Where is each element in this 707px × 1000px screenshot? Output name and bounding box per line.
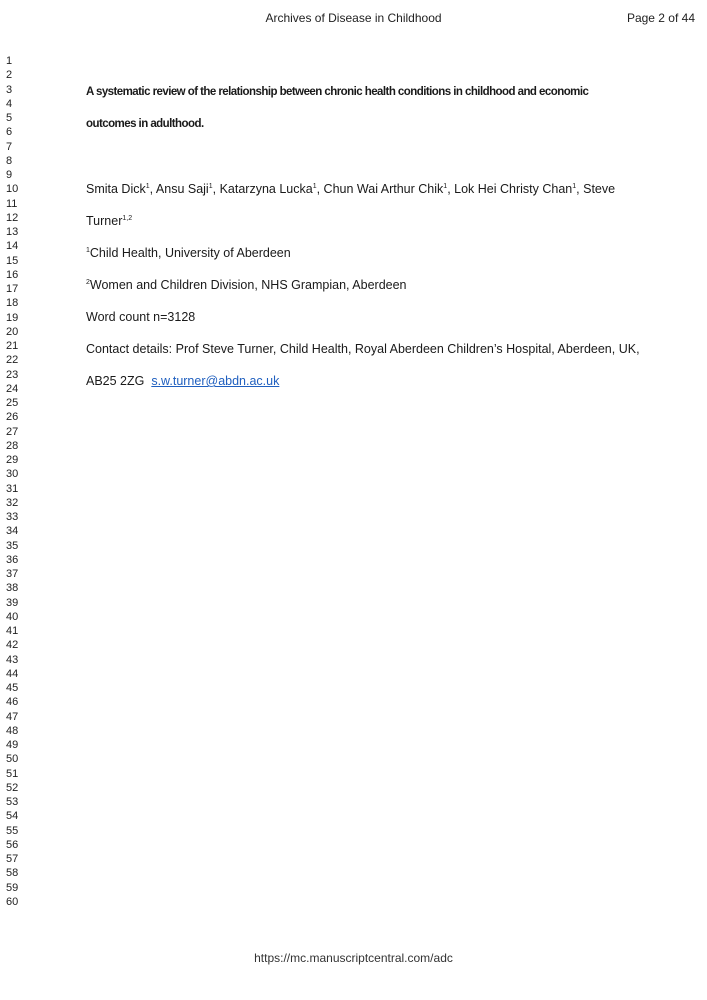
line-number: 21 bbox=[6, 340, 19, 352]
author-list-continued bbox=[86, 214, 666, 228]
line-number: 11 bbox=[6, 197, 18, 210]
affiliation-marker: 1 bbox=[208, 183, 213, 190]
line-number: 53 bbox=[6, 796, 19, 808]
line-number: 33 bbox=[6, 511, 19, 523]
line-number: 1 bbox=[6, 55, 13, 67]
line-number: 6 bbox=[6, 126, 13, 139]
author-list bbox=[86, 182, 666, 196]
line-number: 9 bbox=[6, 169, 13, 181]
affiliation-number: 1 bbox=[86, 247, 90, 254]
line-number: 29 bbox=[6, 454, 19, 466]
line-number: 36 bbox=[6, 553, 19, 566]
affiliation-text: Women and Children Division, NHS Grampian, Aberdeen bbox=[89, 278, 407, 292]
contact-details-continued bbox=[86, 374, 666, 388]
line-number: 28 bbox=[6, 439, 19, 452]
affiliation-marker: 1 bbox=[572, 183, 577, 190]
contact-details: Contact details: Prof Steve Turner, Child Health, Royal Aberdeen Children’s Hospital, Aberdeen, UK, bbox=[86, 342, 640, 356]
line-number: 38 bbox=[6, 582, 19, 595]
line-number: 26 bbox=[6, 411, 19, 424]
affiliation-marker: 1,2 bbox=[122, 215, 133, 222]
word-count: Word count n=3128 bbox=[86, 310, 196, 324]
line-number: 48 bbox=[6, 724, 19, 737]
line-number: 39 bbox=[6, 596, 19, 609]
line-number: 47 bbox=[6, 710, 19, 723]
line-number: 56 bbox=[6, 838, 19, 851]
author-separator: , bbox=[447, 182, 455, 196]
line-number: 8 bbox=[6, 154, 13, 167]
line-number: 34 bbox=[6, 525, 19, 538]
line-number: 43 bbox=[6, 653, 19, 666]
line-number: 60 bbox=[6, 895, 19, 908]
line-number: 17 bbox=[6, 283, 19, 295]
line-number: 49 bbox=[6, 739, 19, 751]
affiliation-marker: 1 bbox=[312, 183, 317, 190]
affiliation-1 bbox=[86, 246, 666, 260]
author-name: Chun Wai Arthur Chik bbox=[323, 182, 444, 196]
line-number: 12 bbox=[6, 211, 19, 224]
line-number: 3 bbox=[6, 83, 13, 96]
author-name: Turner bbox=[86, 214, 123, 228]
line-number: 31 bbox=[6, 482, 19, 495]
line-number: 58 bbox=[6, 867, 19, 880]
page-number: Page 2 of 44 bbox=[626, 11, 695, 25]
affiliation-marker: 1 bbox=[443, 183, 448, 190]
affiliation-2 bbox=[86, 278, 666, 292]
author-separator: , bbox=[576, 182, 584, 196]
footer-url[interactable]: https://mc.manuscriptcentral.com/adc bbox=[254, 951, 453, 965]
line-number: 24 bbox=[6, 382, 19, 395]
line-number: 22 bbox=[6, 354, 19, 367]
line-number: 23 bbox=[6, 368, 19, 381]
line-number: 59 bbox=[6, 881, 19, 894]
line-number: 4 bbox=[6, 97, 13, 110]
line-number: 57 bbox=[6, 853, 19, 865]
line-number: 32 bbox=[6, 496, 19, 509]
affiliation-marker: 1 bbox=[145, 183, 150, 190]
email-link[interactable]: s.w.turner@abdn.ac.uk bbox=[151, 374, 280, 388]
line-number: 10 bbox=[6, 183, 19, 196]
line-number: 18 bbox=[6, 297, 19, 310]
line-number: 42 bbox=[6, 639, 19, 652]
author-name: Lok Hei Christy Chan bbox=[454, 182, 573, 196]
author-name: Ansu Saji bbox=[155, 182, 209, 196]
affiliation-text: Child Health, University of Aberdeen bbox=[89, 246, 291, 260]
line-number: 25 bbox=[6, 397, 19, 409]
line-number: 13 bbox=[6, 226, 19, 238]
paper-title-line-2: outcomes in adulthood. bbox=[86, 118, 204, 130]
line-number: 27 bbox=[6, 425, 19, 438]
line-number: 19 bbox=[6, 311, 19, 324]
affiliation-number: 2 bbox=[86, 279, 90, 286]
line-number: 20 bbox=[6, 325, 19, 338]
line-number: 7 bbox=[6, 140, 13, 153]
author-separator: , bbox=[212, 182, 220, 196]
line-number: 41 bbox=[6, 625, 19, 637]
line-number: 40 bbox=[6, 610, 19, 623]
journal-header: Archives of Disease in Childhood bbox=[265, 11, 442, 25]
line-number: 45 bbox=[6, 682, 19, 694]
postcode: AB25 2ZG bbox=[86, 374, 152, 388]
line-number: 2 bbox=[6, 69, 13, 82]
line-number: 35 bbox=[6, 539, 19, 552]
author-name: Smita Dick bbox=[86, 182, 146, 196]
author-name: Steve bbox=[583, 182, 616, 196]
author-separator: , bbox=[316, 182, 324, 196]
author-separator: , bbox=[149, 182, 156, 196]
author-name: Katarzyna Lucka bbox=[219, 182, 313, 196]
line-number: 15 bbox=[6, 254, 19, 267]
line-number: 50 bbox=[6, 753, 19, 766]
line-number: 52 bbox=[6, 781, 19, 794]
line-number: 5 bbox=[6, 112, 13, 124]
line-number: 16 bbox=[6, 268, 19, 281]
line-number: 44 bbox=[6, 667, 19, 680]
line-number: 46 bbox=[6, 696, 19, 709]
line-number: 37 bbox=[6, 568, 19, 580]
line-number: 55 bbox=[6, 824, 19, 837]
paper-title-line-1: A systematic review of the relationship between chronic health conditions in childhood and economic bbox=[86, 86, 589, 98]
line-number: 51 bbox=[6, 767, 19, 780]
line-number: 54 bbox=[6, 810, 19, 823]
line-number: 30 bbox=[6, 468, 19, 481]
line-number: 14 bbox=[6, 240, 19, 253]
